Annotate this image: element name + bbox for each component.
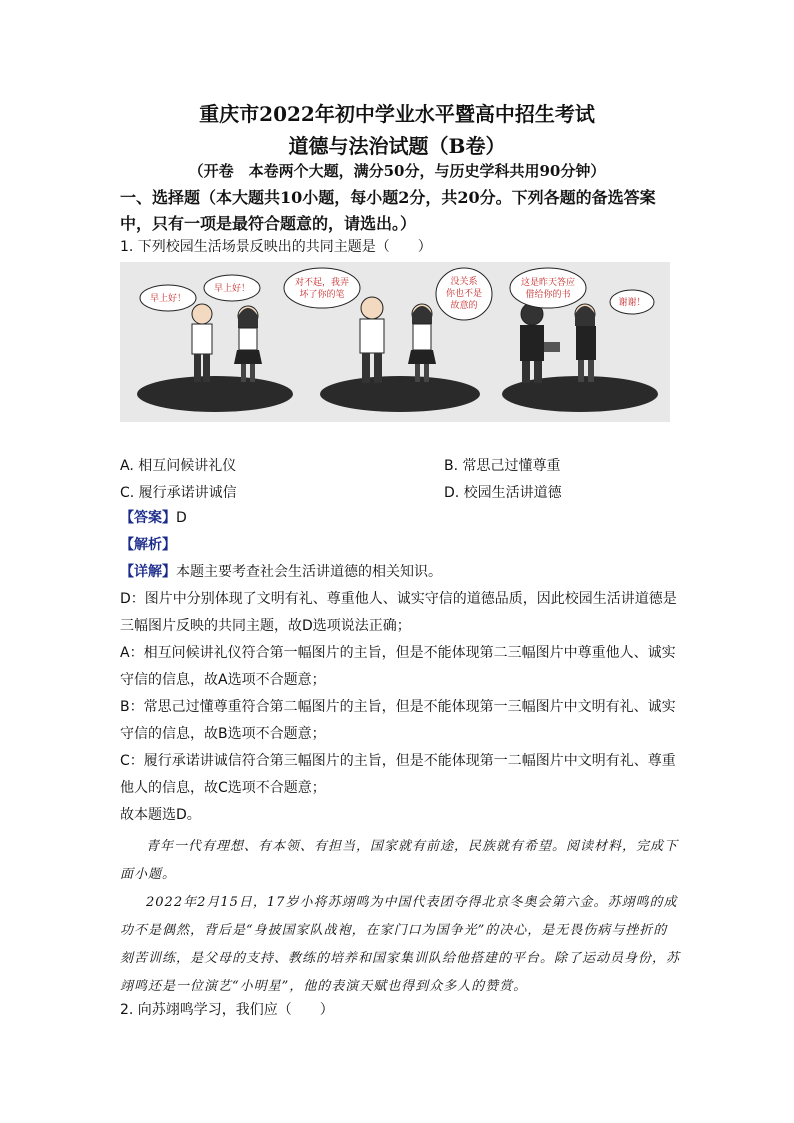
bubble-text: 借给你的书 xyxy=(525,290,571,300)
analysis-line xyxy=(120,532,680,559)
bubble-text: 谢谢！ xyxy=(618,298,646,308)
option-d: D. 校园生活讲道德 xyxy=(444,485,562,501)
question-1-stem: 1. 下列校园生活场景反映出的共同主题是（ ） xyxy=(120,239,432,255)
illustration-svg xyxy=(120,262,670,422)
option-b: B. 常思己过懂尊重 xyxy=(444,458,561,474)
exam-note: （开卷 本卷两个大题，满分50分，与历史学科共用90分钟） xyxy=(188,162,606,180)
scene2-floor xyxy=(320,376,480,412)
bubble-scene2-right xyxy=(436,268,492,320)
passage-intro-line2: 面小题。 xyxy=(120,867,177,882)
section-heading-line1: 一、选择题（本大题共10小题，每小题2分，共20分。下列各题的备选答案 xyxy=(120,188,656,207)
detail-tag: 【详解】 xyxy=(120,564,176,580)
passage-line4: 翊鸣还是一位演艺“小明星”，他的表演天赋也得到众多人的赞赏。 xyxy=(120,979,528,994)
scene2-boy-figure xyxy=(360,297,384,383)
passage-line1: 2022年2月15日，17岁小将苏翊鸣为中国代表团夺得北京冬奥会第六金。苏翊鸣的成 xyxy=(146,895,678,910)
bubble-scene3-left xyxy=(510,268,586,308)
analysis-text-line: D：图片中分别体现了文明有礼、尊重他人、诚实守信的道德品质，因此校园生活讲道德是 xyxy=(120,591,677,607)
bubble-text: 对不起，我弄 xyxy=(294,278,350,288)
answer-tag: 【答案】 xyxy=(120,510,176,526)
bubble-scene3-right xyxy=(610,290,654,314)
detail-text: 本题主要考查社会生活讲道德的相关知识。 xyxy=(176,564,442,580)
question-2-stem: 2. 向苏翊鸣学习，我们应（ ） xyxy=(120,1002,334,1018)
analysis-text-line: C：履行承诺讲诚信符合第三幅图片的主旨，但是不能体现第一二幅图片中文明有礼、尊重 xyxy=(120,753,676,769)
answer-line xyxy=(120,505,680,532)
bubble-text: 早上好！ xyxy=(149,294,187,304)
exam-title: 重庆市2022年初中学业水平暨高中招生考试 xyxy=(199,102,595,126)
analysis-text-line: A：相互问候讲礼仪符合第一幅图片的主旨，但是不能体现第二三幅图片中尊重他人、诚实 xyxy=(120,645,676,661)
answer-value: D xyxy=(176,510,187,526)
analysis-text-line: 他人的信息，故C选项不合题意； xyxy=(120,780,326,796)
analysis-text-line: 三幅图片反映的共同主题，故D选项说法正确； xyxy=(120,618,411,634)
bubble-scene1-left xyxy=(140,285,196,311)
analysis-text-line: 守信的信息，故B选项不合题意； xyxy=(120,726,326,742)
scene1-boy-figure xyxy=(192,304,212,382)
scene3-right-figure xyxy=(575,304,596,382)
option-c: C. 履行承诺讲诚信 xyxy=(120,485,237,501)
detail-line xyxy=(120,559,680,586)
passage-intro-line1: 青年一代有理想、有本领、有担当，国家就有前途，民族就有希望。阅读材料，完成下 xyxy=(146,839,679,854)
scene1-floor xyxy=(137,376,293,412)
section-heading-line2: 中，只有一项是最符合题意的，请选出。） xyxy=(120,214,417,233)
analysis-text-line: 守信的信息，故A选项不合题意； xyxy=(120,672,326,688)
passage-line2: 功不是偶然，背后是“身披国家队战袍，在家门口为国争光”的决心，是无畏伤病与挫折的 xyxy=(120,923,668,938)
bubble-text: 坏了你的笔 xyxy=(299,290,345,300)
bubble-text: 没关系 xyxy=(450,277,478,287)
bubble-scene1-right xyxy=(204,275,260,301)
analysis-text-line: 故本题选D。 xyxy=(120,807,201,823)
analysis-tag: 【解析】 xyxy=(120,537,176,553)
exam-subtitle: 道德与法治试题（B卷） xyxy=(288,134,506,158)
scene3-left-figure xyxy=(520,303,560,383)
campus-scenes-illustration xyxy=(120,262,670,422)
scene1-girl-figure xyxy=(234,306,262,382)
bubble-scene2-left xyxy=(284,268,360,308)
bubble-text: 这是昨天答应 xyxy=(520,278,576,288)
bubble-text: 早上好！ xyxy=(213,284,251,294)
bubble-text: 你也不是 xyxy=(445,289,483,299)
passage-line3: 刻苦训练，是父母的支持、教练的培养和国家集训队给他搭建的平台。除了运动员身份，苏 xyxy=(120,951,681,966)
analysis-text-line: B：常思己过懂尊重符合第二幅图片的主旨，但是不能体现第一三幅图片中文明有礼、诚实 xyxy=(120,699,676,715)
bubble-text: 故意的 xyxy=(450,301,478,311)
option-a: A. 相互问候讲礼仪 xyxy=(120,458,237,474)
scene2-girl-figure xyxy=(408,304,436,382)
